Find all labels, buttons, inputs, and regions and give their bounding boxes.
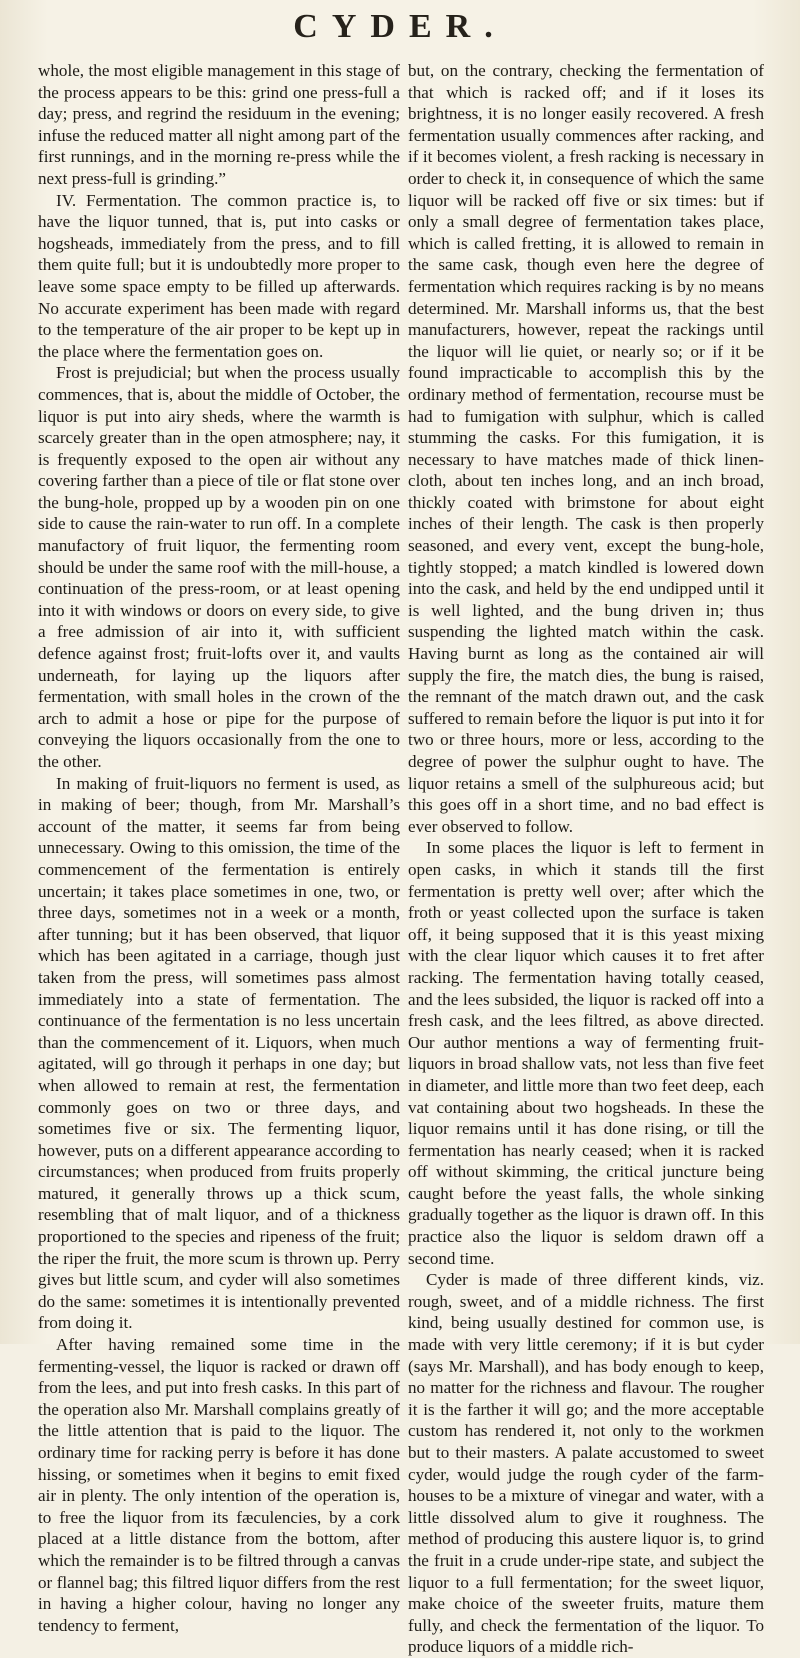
paragraph: whole, the most eligible management in this stage of the process appears to be this: grind one press-full a day; press, and regrind the residuum in the evening; infuse the reduced matter all night among part of the first runnings, and in the morning re-press while the next press-full is grinding.”	[38, 61, 400, 188]
right-column	[408, 60, 764, 1658]
paragraph: After having remained some time in the fermenting-vessel, the liquor is racked or drawn off from the lees, and put into fresh casks. In this part of the operation also Mr. Marshall complains greatly of the little attention that is paid to the liquor. The ordinary time for racking perry is before it has done hissing, or sometimes when it begins to emit fixed air in plenty. The only intention of the operation is, to free the liquor from its fæculencies, by a cork placed at a little distance from the bottom, after which the remainder is to be filtred through a canvas or flannel bag; this filtred liquor differs from the rest in having a higher colour, having no longer any tendency to ferment,	[38, 1335, 400, 1635]
left-column	[38, 60, 400, 1636]
paragraph: IV. Fermentation. The common practice is, to have the liquor tunned, that is, put into casks or hogsheads, immediately from the press, and to fill them quite full; but it is undoubtedly more proper to leave some space empty to be filled up afterwards. No accurate experiment has been made with regard to the temperature of the air proper to be kept up in the place where the fermentation goes on.	[38, 190, 400, 361]
paragraph: but, on the contrary, checking the fermentation of that which is racked off; and if it loses its brightness, it is no longer easily recovered. A fresh fermentation usually commences after racking, and if it becomes violent, a fresh racking is necessary in order to check it, in consequence of which the same liquor will be racked off five or six times: but if only a small degree of fermentation takes place, which is called fretting, it is allowed to remain in the same cask, though even here the degree of fermentation which requires racking is by no means determined. Mr. Marshall informs us, that the best manufacturers, however, repeat the rackings until the liquor will lie quiet, or nearly so; or if it be found impracticable to accomplish this by the ordinary method of fermentation, recourse must be had to fumigation with sulphur, which is called stumming the casks. For this fumigation, it is necessary to have matches made of thick linen-cloth, about ten inches long, and an inch broad, thickly coated with brimstone for about eight inches of their length. The cask is then properly seasoned, and every vent, except the bung-hole, tightly stopped; a match kindled is lowered down into the cask, and held by the end undipped until it is well lighted, and the bung driven in; thus suspending the lighted match within the cask. Having burnt as long as the contained air will supply the fire, the match dies, the bung is raised, the remnant of the match drawn out, and the cask suffered to remain before the liquor is put into it for two or three hours, more or less, according to the degree of power the sulphur ought to have. The liquor retains a smell of the sulphureous acid; but this goes off in a short time, and no bad effect is ever observed to follow.	[408, 61, 764, 836]
paragraph: In making of fruit-liquors no ferment is used, as in making of beer; though, from Mr. Marshall’s account of the matter, it seems far from being unnecessary. Owing to this omission, the time of the commencement of the fermentation is entirely uncertain; it takes place sometimes in one, two, or three days, sometimes not in a week or a month, after tunning; but it has been observed, that liquor which has been agitated in a carriage, though just taken from the press, will sometimes pass almost immediately into a state of fermentation. The continuance of the fermentation is no less uncertain than the commencement of it. Liquors, when much agitated, will go through it perhaps in one day; but when allowed to remain at rest, the fermentation commonly goes on two or three days, and sometimes five or six. The fermenting liquor, however, puts on a different appearance according to circumstances; when produced from fruits properly matured, it generally throws up a thick scum, resembling that of malt liquor, and of a thickness proportioned to the species and ripeness of the fruit; the riper the fruit, the more scum is thrown up. Perry gives but little scum, and cyder will also sometimes do the same: sometimes it is intentionally prevented from doing it.	[38, 773, 400, 1333]
paragraph: In some places the liquor is left to ferment in open casks, in which it stands till the first fermentation is pretty well over; after which the froth or yeast collected upon the surface is taken off, it being supposed that it is this yeast mixing with the clear liquor which causes it to fret after racking. The fermentation having totally ceased, and the lees subsided, the liquor is racked off into a fresh cask, and the lees filtred, as above directed. Our author mentions a way of fermenting fruit-liquors in broad shallow vats, not less than five feet in diameter, and little more than two feet deep, each vat containing about two hogsheads. In these the liquor remains until it has done rising, or till the fermentation has nearly ceased; when it is racked off without skimming, the critical juncture being caught before the yeast falls, the whole sinking gradually together as the liquor is drawn off. In this practice also the liquor is seldom drawn off a second time.	[408, 838, 764, 1268]
paragraph: Cyder is made of three different kinds, viz. rough, sweet, and of a middle richness. The first kind, being usually destined for common use, is made with very little ceremony; if it is but cyder (says Mr. Marshall), and has body enough to keep, no matter for the richness and flavour. The rougher it is the farther it will go; and the more acceptable custom has rendered it, not only to the workmen but to their masters. A palate accustomed to sweet cyder, would judge the rough cyder of the farm-houses to be a mixture of vinegar and water, with a little dissolved alum to give it roughness. The method of producing this austere liquor is, to grind the fruit in a crude under-ripe state, and subject the liquor to a full fermentation; for the sweet liquor, make choice of the sweeter fruits, mature them fully, and check the fermentation of the liquor. To produce liquors of a middle rich-	[408, 1270, 764, 1657]
paragraph: Frost is prejudicial; but when the process usually commences, that is, about the middle of October, the liquor is put into airy sheds, where the warmth is scarcely greater than in the open atmosphere; nay, it is frequently exposed to the open air without any covering farther than a piece of tile or flat stone over the bung-hole, propped up by a wooden pin on one side to cause the rain-water to run off. In a complete manufactory of fruit liquor, the fermenting room should be under the same roof with the mill-house, a continuation of the press-room, or at least opening into it with windows or doors on every side, to give a free admission of air into it, with sufficient defence against frost; fruit-lofts over it, and vaults underneath, for laying up the liquors after fermentation, with small holes in the crown of the arch to admit a hose or pipe for the purpose of conveying the liquors occasionally from the one to the other.	[38, 363, 400, 771]
running-head: CYDER.	[293, 8, 507, 45]
